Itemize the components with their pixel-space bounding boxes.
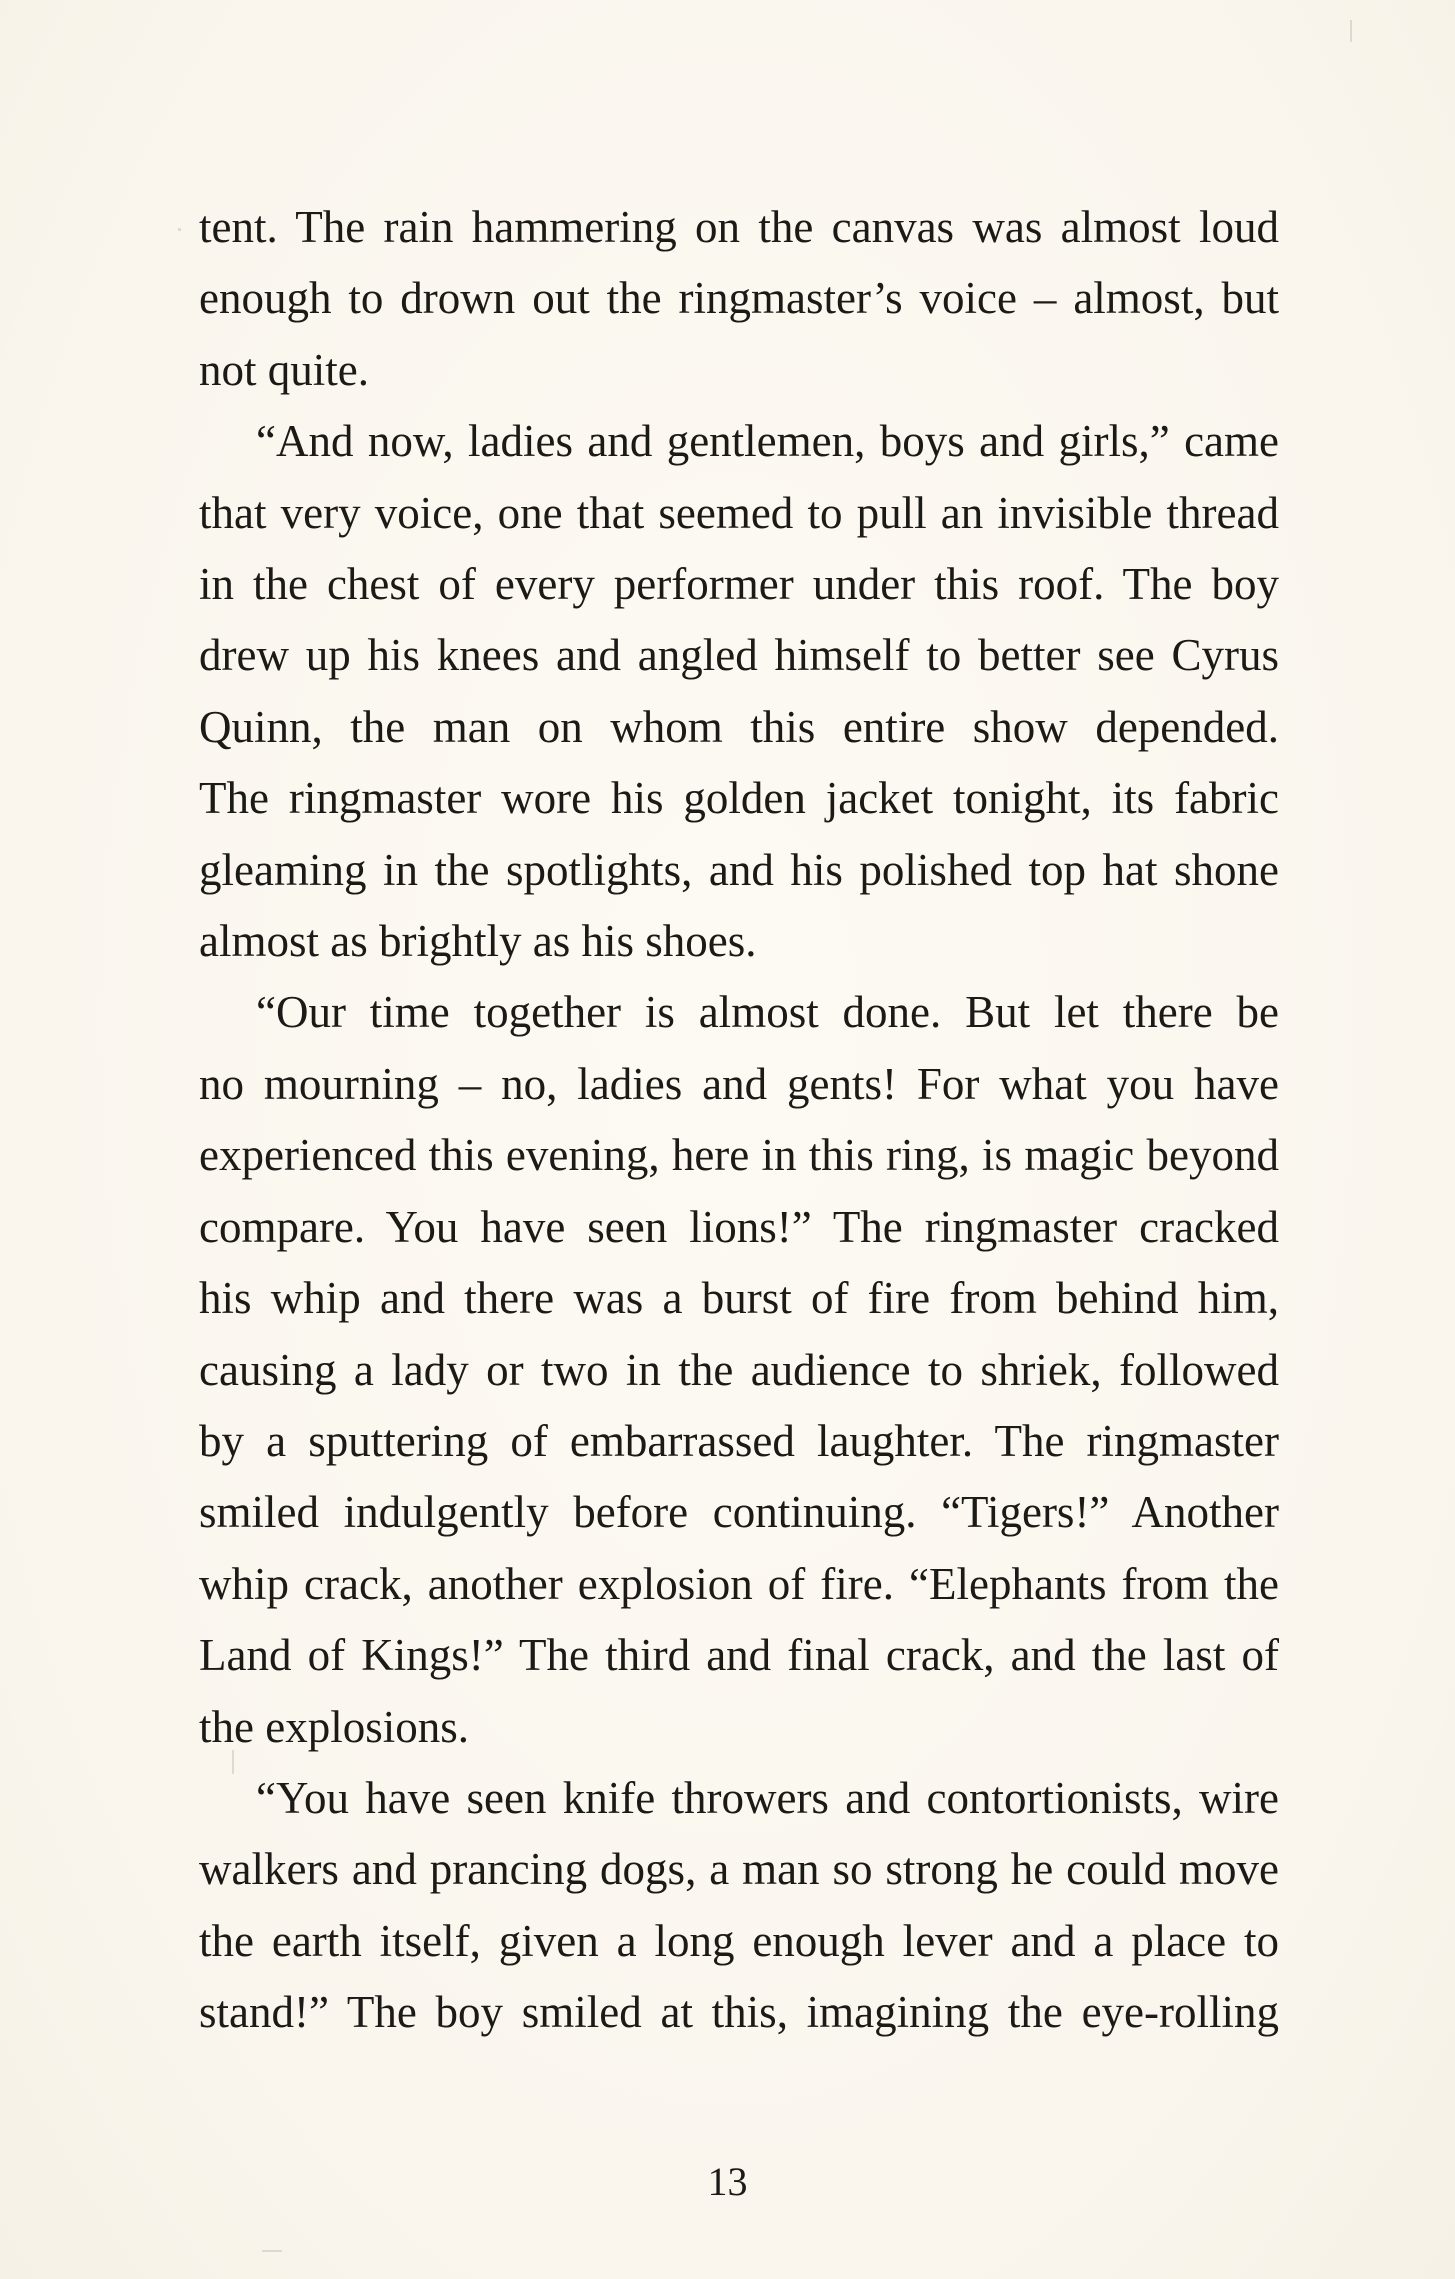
paragraph bbox=[199, 192, 1279, 406]
text-line: drew up his knees and angled himself to better see Cyrus bbox=[199, 630, 1279, 681]
text-line: whip crack, another explosion of fire. “Elephants from the bbox=[199, 1558, 1279, 1609]
text-line: Land of Kings!” The third and final crack, and the last of bbox=[199, 1630, 1279, 1681]
text-line: compare. You have seen lions!” The ringmaster cracked bbox=[199, 1201, 1279, 1252]
text-line: stand!” The boy smiled at this, imagining the eye-rolling bbox=[199, 1987, 1279, 2038]
text-line: “You have seen knife throwers and contortionists, wire bbox=[256, 1772, 1279, 1823]
body-text bbox=[199, 192, 1279, 2049]
text-line: his whip and there was a burst of fire from behind him, bbox=[199, 1273, 1279, 1324]
text-line: “And now, ladies and gentlemen, boys and girls,” came bbox=[256, 416, 1279, 467]
text-line: experienced this evening, here in this ring, is magic beyond bbox=[199, 1130, 1279, 1181]
scan-speck bbox=[178, 228, 181, 231]
page-number: 13 bbox=[707, 2159, 748, 2204]
text-line: tent. The rain hammering on the canvas was almost loud bbox=[199, 202, 1279, 252]
text-line: smiled indulgently before continuing. “Tigers!” Another bbox=[199, 1487, 1279, 1538]
text-line: gleaming in the spotlights, and his polished top hat shone bbox=[199, 844, 1279, 895]
text-line: the earth itself, given a long enough lever and a place to bbox=[199, 1915, 1279, 1966]
scan-speck bbox=[262, 2250, 282, 2252]
text-line: that very voice, one that seemed to pull an invisible thread bbox=[199, 487, 1279, 538]
text-line: not quite. bbox=[199, 344, 369, 395]
paragraph bbox=[199, 406, 1279, 977]
text-line: almost as brightly as his shoes. bbox=[199, 916, 757, 967]
scan-speck bbox=[1350, 20, 1352, 42]
text-line: The ringmaster wore his golden jacket tonight, its fabric bbox=[199, 773, 1279, 824]
paragraph bbox=[199, 977, 1279, 1762]
text-line: walkers and prancing dogs, a man so strong he could move bbox=[199, 1844, 1279, 1895]
text-line: the explosions. bbox=[199, 1701, 469, 1752]
text-line: causing a lady or two in the audience to shriek, followed bbox=[199, 1344, 1279, 1395]
paragraph bbox=[199, 1763, 1279, 2049]
text-line: enough to drown out the ringmaster’s voice – almost, but bbox=[199, 273, 1279, 324]
text-line: Quinn, the man on whom this entire show depended. bbox=[199, 701, 1279, 752]
text-line: “Our time together is almost done. But let there be bbox=[256, 987, 1279, 1038]
text-line: in the chest of every performer under this roof. The boy bbox=[199, 559, 1279, 610]
text-line: no mourning – no, ladies and gents! For what you have bbox=[199, 1058, 1279, 1109]
text-line: by a sputtering of embarrassed laughter. The ringmaster bbox=[199, 1415, 1279, 1466]
